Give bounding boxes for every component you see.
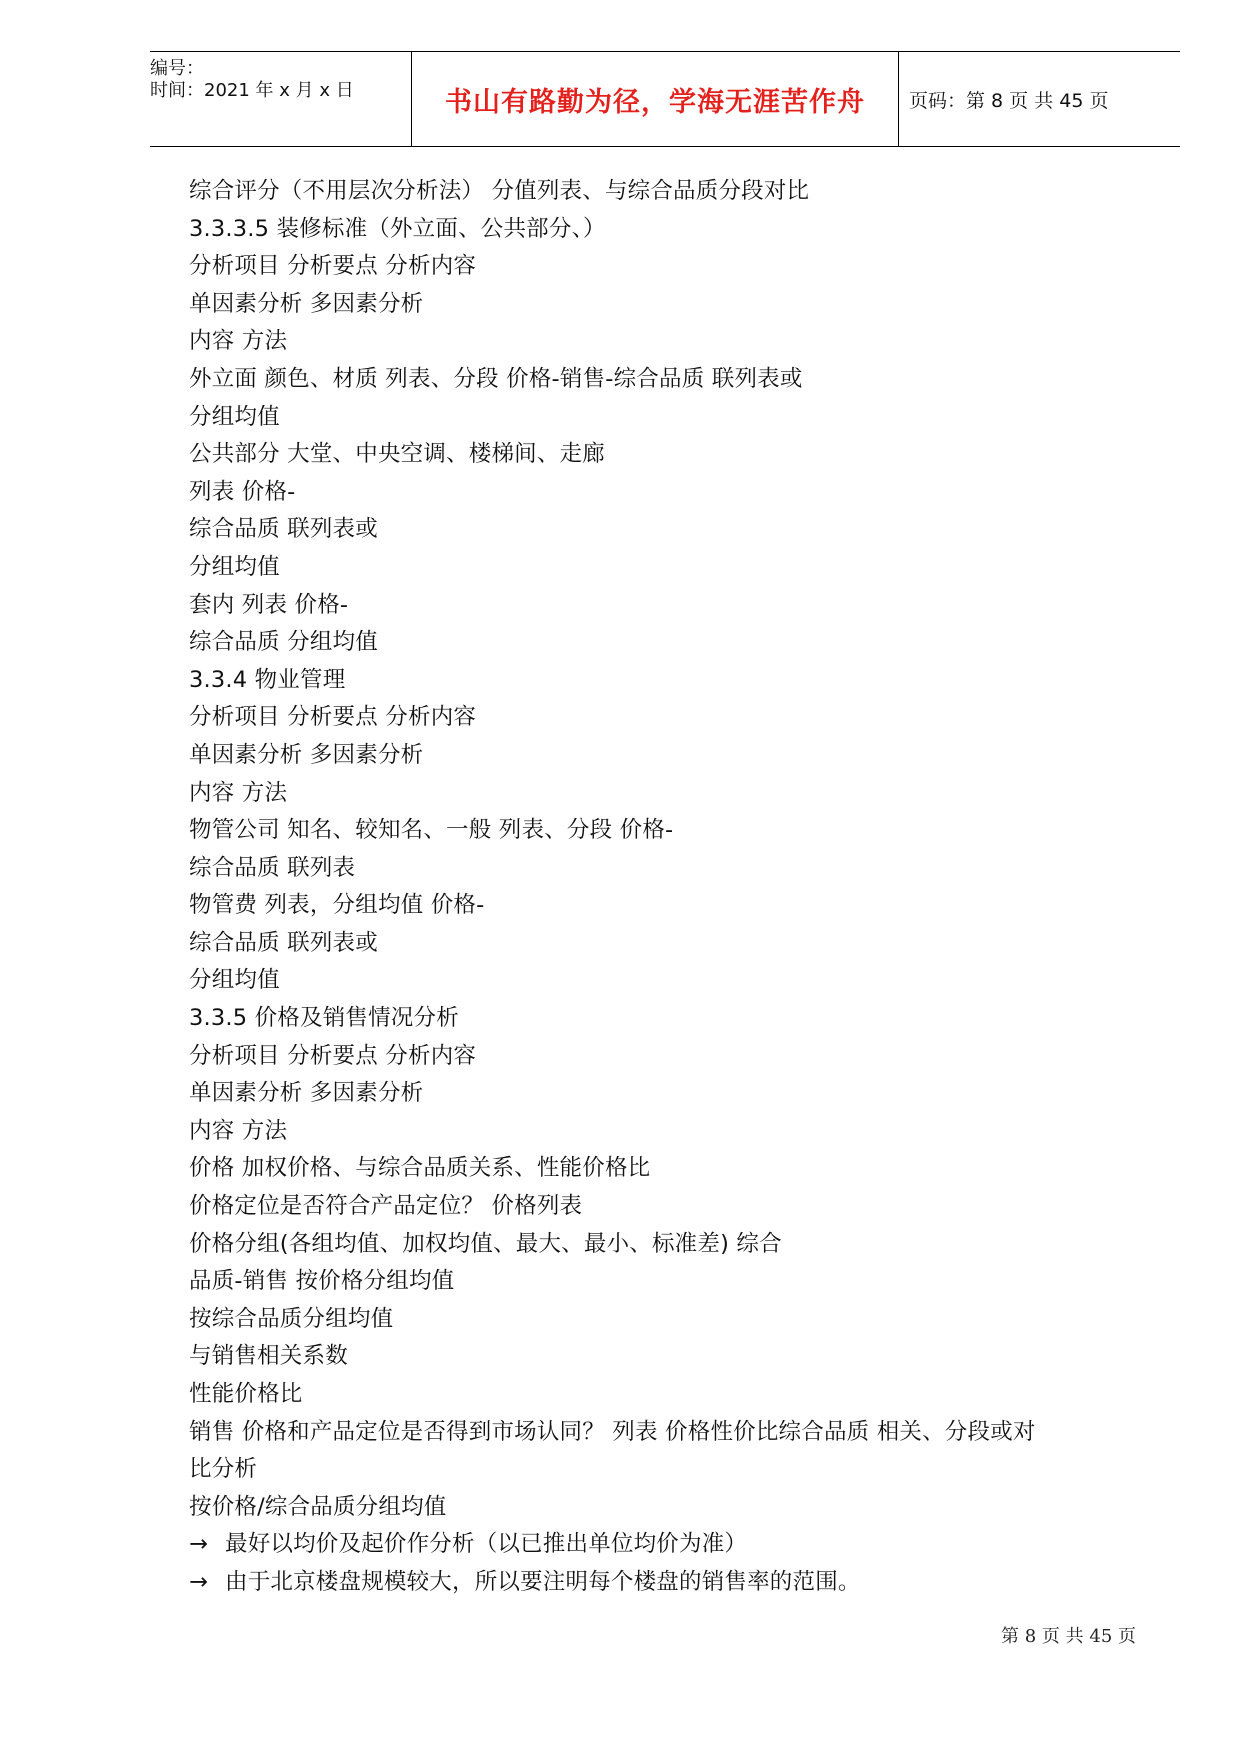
document-number-label: 编号： xyxy=(150,58,204,79)
text-line: 单因素分析 多因素分析 xyxy=(189,290,424,317)
text-line: 套内 列表 价格- xyxy=(189,591,349,618)
text-line: 单因素分析 多因素分析 xyxy=(189,1080,424,1107)
text-line: 分组均值 xyxy=(189,967,280,994)
text-line: 价格定位是否符合产品定位？ 价格列表 xyxy=(189,1193,583,1220)
section-heading: 3.3.4 物业管理 xyxy=(189,666,346,693)
text-line: 与销售相关系数 xyxy=(189,1343,348,1370)
text-line: 分组均值 xyxy=(189,403,280,430)
arrow-icon: → xyxy=(189,1531,209,1558)
document-body xyxy=(189,173,1149,1602)
text-line: 内容 方法 xyxy=(189,779,288,806)
section-heading: 3.3.5 价格及销售情况分析 xyxy=(189,1005,459,1032)
document-time-label: 时间：2021 年 x 月 x 日 xyxy=(150,80,354,101)
text-line: 单因素分析 多因素分析 xyxy=(189,741,424,768)
document-meta xyxy=(150,52,412,146)
text-line: 物管费 列表，分组均值 价格- xyxy=(189,892,485,919)
bullet-text: 最好以均价及起价作分析（以已推出单位均价为准） xyxy=(225,1531,748,1558)
bullet-text: 由于北京楼盘规模较大，所以要注明每个楼盘的销售率的范围。 xyxy=(225,1568,861,1595)
text-line: 品质-销售 按价格分组均值 xyxy=(189,1268,455,1295)
bullet-item xyxy=(189,1564,1149,1602)
header-motto: 书山有路勤为径，学海无涯苦作舟 xyxy=(445,86,865,118)
text-line: 综合评分（不用层次分析法） 分值列表、与综合品质分段对比 xyxy=(189,178,810,204)
text-line: 按综合品质分组均值 xyxy=(189,1305,394,1332)
bullet-item xyxy=(189,1526,1149,1564)
text-line: 比分析 xyxy=(189,1456,258,1483)
text-line: 按价格/综合品质分组均值 xyxy=(189,1493,447,1520)
text-line: 内容 方法 xyxy=(189,1117,288,1144)
text-line: 销售 价格和产品定位是否得到市场认同？ 列表 价格性价比综合品质 相关、分段或对 xyxy=(189,1418,1036,1445)
page-footer: 第 8 页 共 45 页 xyxy=(1001,1626,1136,1647)
text-line: 分析项目 分析要点 分析内容 xyxy=(189,704,477,731)
text-line: 外立面 颜色、材质 列表、分段 价格-销售-综合品质 联列表或 xyxy=(189,365,803,392)
text-line: 综合品质 分组均值 xyxy=(189,629,378,656)
text-line: 综合品质 联列表或 xyxy=(189,929,378,956)
text-line: 分组均值 xyxy=(189,553,280,580)
text-line: 分析项目 分析要点 分析内容 xyxy=(189,253,477,280)
text-line: 物管公司 知名、较知名、一般 列表、分段 价格- xyxy=(189,817,674,844)
text-line: 性能价格比 xyxy=(189,1381,303,1407)
text-line: 价格分组(各组均值、加权均值、最大、最小、标准差) 综合 xyxy=(189,1230,782,1257)
text-line: 公共部分 大堂、中央空调、楼梯间、走廊 xyxy=(189,441,605,468)
text-line: 综合品质 联列表 xyxy=(189,854,356,881)
header-page-number: 页码：第 8 页 共 45 页 xyxy=(909,89,1109,112)
section-heading: 3.3.3.5 装修标准（外立面、公共部分、） xyxy=(189,215,606,242)
text-line: 综合品质 联列表或 xyxy=(189,516,378,543)
motto-cell xyxy=(412,52,899,146)
text-line: 内容 方法 xyxy=(189,328,288,355)
arrow-icon: → xyxy=(189,1568,209,1595)
text-line: 分析项目 分析要点 分析内容 xyxy=(189,1042,477,1069)
text-line: 列表 价格- xyxy=(189,478,296,505)
text-line: 价格 加权价格、与综合品质关系、性能价格比 xyxy=(189,1155,651,1182)
page-header xyxy=(150,51,1180,147)
